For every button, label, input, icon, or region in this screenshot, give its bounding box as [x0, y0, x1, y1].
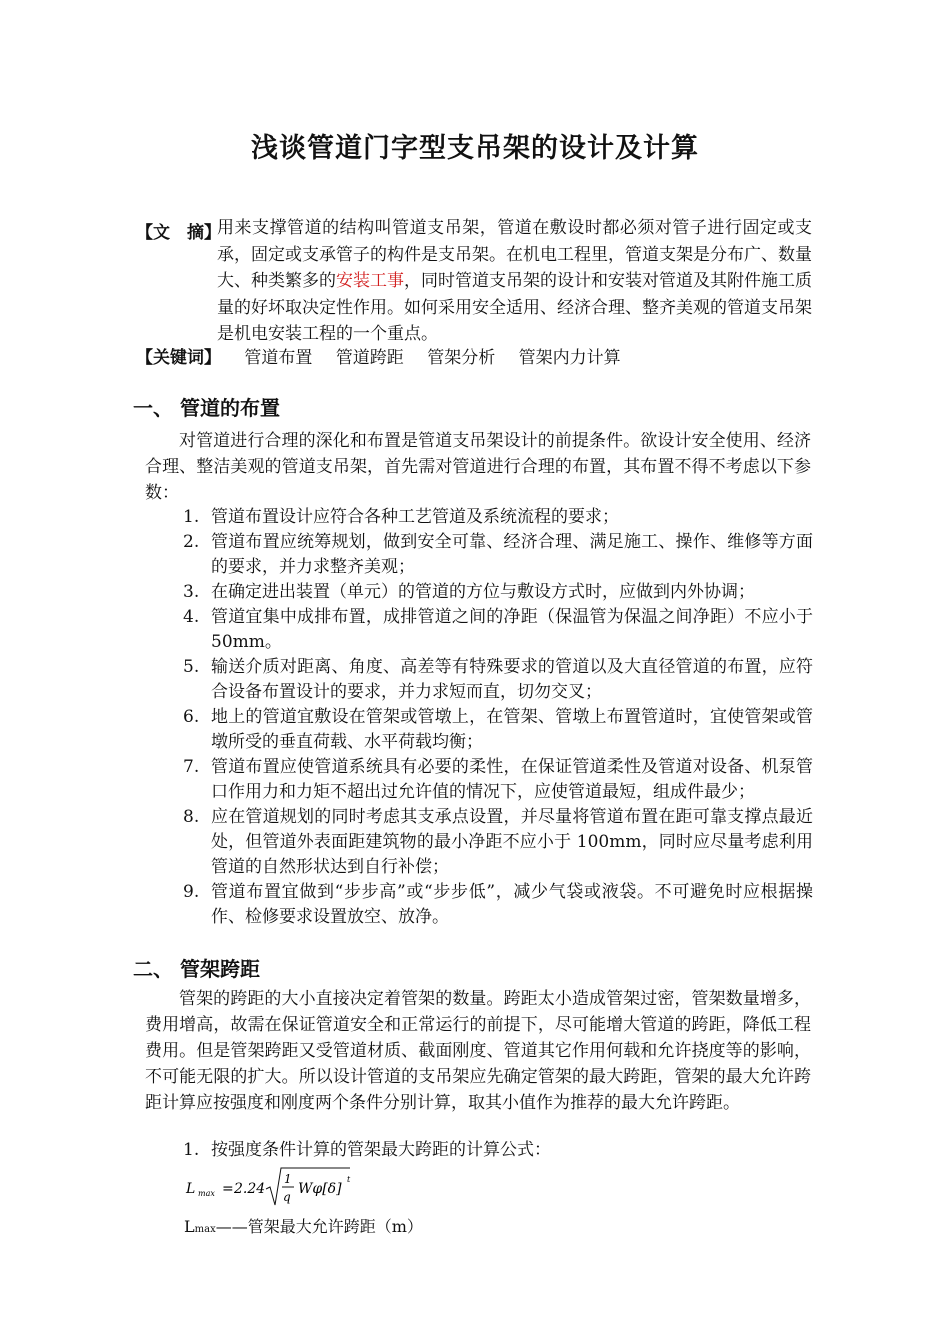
- list-item: [183, 705, 813, 755]
- keyword-item: 管道布置: [244, 348, 313, 368]
- list-item-text: 管道布置应使管道系统具有必要的柔性，在保证管道柔性及管道对设备、机泵管口作用力和力矩不超出过允许值的情况下，应使管道最短，组成件最少；: [211, 757, 813, 802]
- keyword-item: 管架内力计算: [518, 348, 621, 368]
- list-item-number: 3.: [183, 582, 200, 602]
- formula-sup: t: [347, 1175, 351, 1184]
- abstract-text: [217, 215, 812, 348]
- list-item-number: 2.: [183, 532, 200, 552]
- formula-equals: =: [222, 1181, 234, 1197]
- page-title: 浅谈管道门字型支吊架的设计及计算: [251, 133, 699, 164]
- list-item: [183, 580, 813, 605]
- section1-list: [183, 505, 813, 930]
- list-item-text: 按强度条件计算的管架最大跨距的计算公式：: [211, 1140, 551, 1160]
- list-item-text: 在确定进出装置（单元）的管道的方位与敷设方式时，应做到内外协调；: [211, 582, 755, 602]
- list-item-text: 管道宜集中成排布置，成排管道之间的净距（保温管为保温之间净距）不应小于 50mm。: [211, 607, 813, 652]
- list-item: [183, 880, 813, 930]
- list-item: [183, 505, 813, 530]
- keyword-item: 管架分析: [427, 348, 496, 368]
- symbol-description: ——管架最大允许跨距（m）: [215, 1217, 423, 1236]
- list-item: [183, 605, 813, 655]
- formula-lhs-sub: max: [198, 1189, 215, 1198]
- formula-frac-num: 1: [284, 1172, 292, 1186]
- list-item: [183, 530, 813, 580]
- list-item-text: 输送介质对距离、角度、高差等有特殊要求的管道以及大直径管道的布置，应符合设备布置设计的要求，并力求短而直，切勿交叉；: [211, 657, 813, 702]
- section2-intro: 管架的跨距的大小直接决定着管架的数量。跨距太小造成管架过密，管架数量增多，费用增高，故需在保证管道安全和正常运行的前提下，尽可能增大管道的跨距，降低工程费用。但是管架跨距又受管道材质、截面刚度、管道其它作用何载和允许挠度等的影响，不可能无限的扩大。所以设计管道的支吊架应先确定管架的最大跨距，管架的最大允许跨距计算应按强度和刚度两个条件分别计算，取其小值作为推荐的最大允许跨距。: [145, 989, 811, 1113]
- abstract-text-part1: 用来支撑管道的结构叫管道支吊架，管道在敷设时都必须对管子进行固定或支承，固定或支承管子的构件是支吊架。在机电工程里，管道支架是分布广、数量大、种类繁多的: [217, 218, 812, 291]
- list-item-number: 4.: [183, 607, 200, 627]
- formula-coef: 2.24: [234, 1181, 266, 1197]
- list-item: [183, 655, 813, 705]
- keywords-row: [136, 343, 621, 368]
- list-item-text: 地上的管道宜敷设在管架或管墩上，在管架、管墩上布置管道时，宜使管架或管墩所受的垂直荷载、水平荷载均衡；: [211, 707, 813, 752]
- formula-frac-den: q: [283, 1190, 291, 1204]
- formula-lhs: L: [186, 1181, 196, 1197]
- list-item: [183, 805, 813, 880]
- symbol-name: L: [184, 1217, 195, 1236]
- symbol-definition: [184, 1214, 423, 1237]
- list-item-text: 管道布置设计应符合各种工艺管道及系统流程的要求；: [211, 507, 619, 527]
- list-item-number: 6.: [183, 707, 200, 727]
- section-heading-1: 一、 管道的布置: [133, 396, 280, 420]
- formula-body: Wφ[δ]: [298, 1181, 342, 1197]
- abstract-text-part2: ，同时管道支吊架的设计和安装对管道及其附件施工质量的好坏取决定性作用。如何采用安全适用、经济合理、整齐美观的管道支吊架是机电安装工程的一个重点。: [217, 271, 812, 344]
- span-formula: [184, 1164, 384, 1210]
- list-item-text: 应在管道规划的同时考虑其支承点设置，并尽量将管道布置在距可靠支撑点最近处，但管道外表面距建筑物的最小净距不应小于 100mm，同时应尽量考虑利用管道的自然形状达到自行补偿；: [211, 807, 813, 877]
- list-item-text: 管道布置应统筹规划，做到安全可靠、经济合理、满足施工、操作、维修等方面的要求，并力求整齐美观；: [211, 532, 813, 577]
- list-item-number: 8.: [183, 807, 200, 827]
- section2-list: [183, 1138, 813, 1163]
- list-item-number: 9.: [183, 882, 200, 902]
- list-item-number: 1.: [183, 1140, 200, 1160]
- list-item-text: 管道布置宜做到“步步高”或“步步低”，减少气袋或液袋。不可避免时应根据操作、检修要求设置放空、放净。: [211, 882, 813, 927]
- keyword-item: 管道跨距: [335, 348, 404, 368]
- list-item: [183, 755, 813, 805]
- list-item-number: 1.: [183, 507, 200, 527]
- keywords-label: 【关键词】: [136, 348, 221, 368]
- abstract-label: 【文 摘】: [136, 223, 221, 243]
- symbol-subscript: max: [194, 1224, 216, 1235]
- list-item-number: 5.: [183, 657, 200, 677]
- list-item-number: 7.: [183, 757, 200, 777]
- abstract-highlight-link[interactable]: 安装工事: [336, 271, 404, 291]
- section1-intro: 对管道进行合理的深化和布置是管道支吊架设计的前提条件。欲设计安全使用、经济合理、整洁美观的管道支吊架，首先需对管道进行合理的布置，其布置不得不考虑以下参数：: [145, 431, 811, 503]
- section-heading-2: 二、 管架跨距: [133, 957, 260, 981]
- list-item: [183, 1138, 813, 1163]
